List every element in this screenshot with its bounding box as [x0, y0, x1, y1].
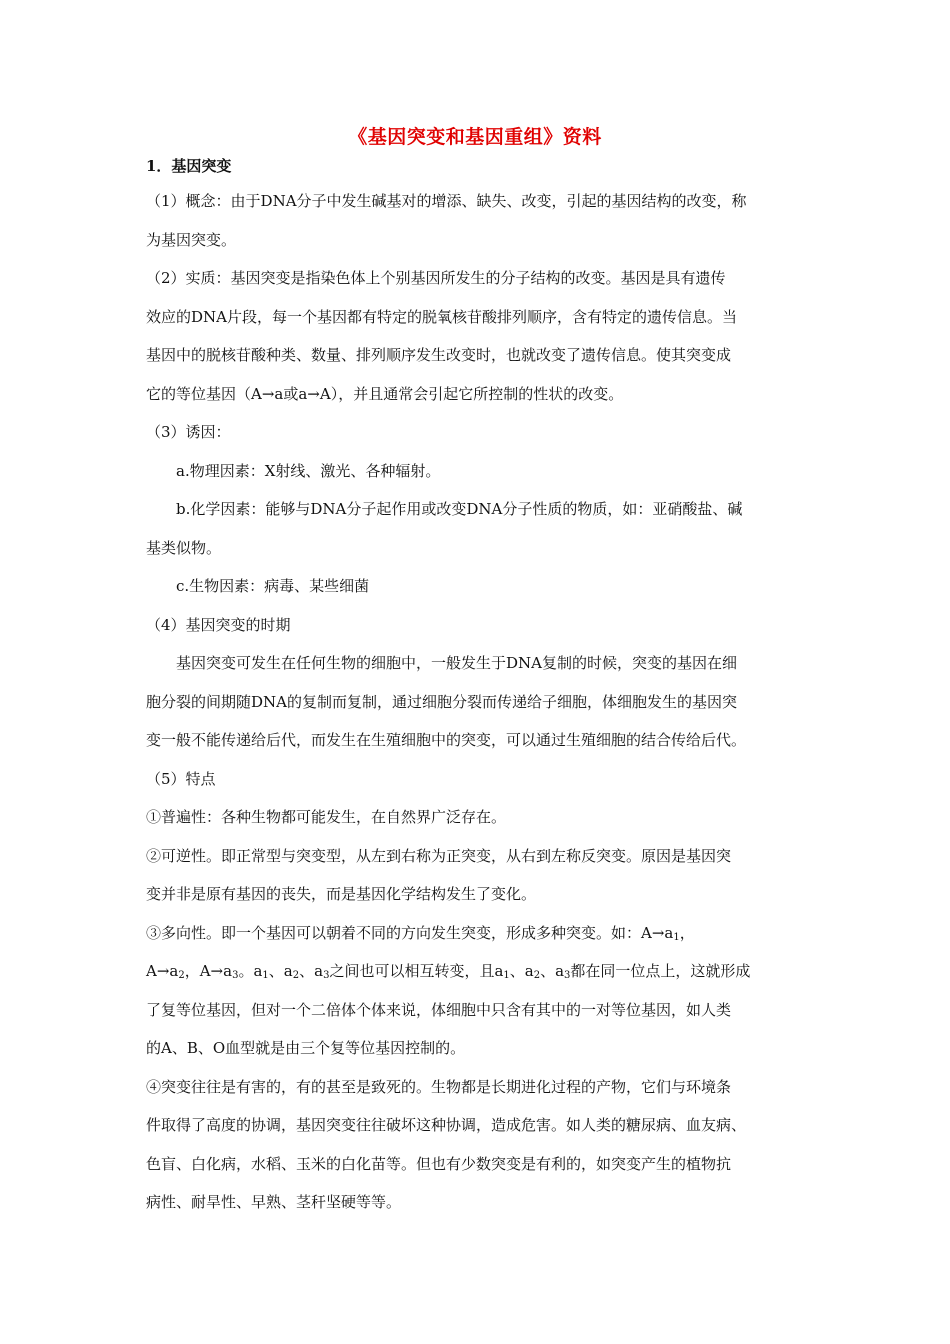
paragraph-line: 色盲、白化病，水稻、玉米的白化苗等。但也有少数突变是有利的，如突变产生的植物抗 [146, 1154, 732, 1173]
subscript: 2 [178, 970, 185, 981]
subscript: 1 [503, 970, 510, 981]
text-run: 都在同一位点上，这就形成 [570, 962, 751, 980]
subscript: 1 [262, 970, 269, 981]
paragraph-line: 变并非是原有基因的丧失，而是基因化学结构发生了变化。 [146, 885, 537, 903]
subscript: 2 [533, 970, 541, 981]
list-item-physical-factors: a.物理因素：X射线、激光、各种辐射。 [176, 461, 441, 480]
paragraph-line: （2）实质：基因突变是指染色体上个别基因所发生的分子结构的改变。基因是具有遗传 [146, 269, 726, 287]
list-item-multidirectional [146, 914, 810, 953]
paragraph-line [146, 952, 810, 991]
text-run: ③多向性。即一个基因可以朝着不同的方向发生突变，形成多种突变。如：A→a [146, 923, 674, 942]
text-run: 之间也可以相互转变，且a [329, 962, 504, 980]
text-run: 、a [509, 962, 534, 980]
paragraph-line: 基因突变可发生在任何生物的细胞中，一般发生于DNA复制的时候，突变的基因在细 [176, 654, 737, 672]
paragraph-line: （5）特点 [146, 769, 216, 788]
list-item-harmfulness: ④突变往往是有害的，有的甚至是致死的。生物都是长期进化过程的产物，它们与环境条 [146, 1077, 732, 1096]
subscript: 2 [292, 970, 300, 981]
text-run: ，A→a [184, 962, 233, 980]
paragraph-line: 变一般不能传递给后代，而发生在生殖细胞中的突变，可以通过生殖细胞的结合传给后代。 [146, 731, 747, 749]
text-run: 、a [299, 962, 324, 980]
paragraph-line: 病性、耐旱性、早熟、茎秆坚硬等等。 [146, 1193, 402, 1211]
paragraph-line: 胞分裂的间期随DNA的复制而复制，通过细胞分裂而传递给子细胞，体细胞发生的基因突 [146, 692, 737, 711]
text-run: 、a [540, 962, 565, 980]
document-title: 《基因突变和基因重组》资料 [348, 126, 602, 148]
text-run: 、a [268, 962, 293, 980]
text-run: 。a [238, 962, 263, 980]
paragraph-line: （1）概念：由于DNA分子中发生碱基对的增添、缺失、改变，引起的基因结构的改变，称 [146, 192, 747, 210]
paragraph-line: 件取得了高度的协调，基因突变往往破坏这种协调，造成危害。如人类的糖尿病、血友病、 [146, 1116, 747, 1134]
paragraph-line: 的A、B、O血型就是由三个复等位基因控制的。 [146, 1039, 466, 1057]
paragraph-line: 它的等位基因（A→a或a→A），并且通常会引起它所控制的性状的改变。 [146, 384, 624, 403]
list-item-universality: ①普遍性：各种生物都可能发生，在自然界广泛存在。 [146, 808, 507, 826]
list-item-biological-factors: c.生物因素：病毒、某些细菌 [176, 577, 370, 595]
subscript: 1 [673, 931, 680, 943]
paragraph-line: 效应的DNA片段，每一个基因都有特定的脱氧核苷酸排列顺序，含有特定的遗传信息。当 [146, 307, 737, 326]
text-run: A→a [146, 962, 179, 980]
paragraph-line: 基类似物。 [146, 538, 222, 557]
subscript: 3 [232, 970, 239, 981]
paragraph-line: 为基因突变。 [146, 230, 237, 249]
text-run: ， [679, 923, 695, 942]
paragraph-line: 了复等位基因，但对一个二倍体个体来说，体细胞中只含有其中的一对等位基因，如人类 [146, 1000, 732, 1019]
list-item-chemical-factors: b.化学因素：能够与DNA分子起作用或改变DNA分子性质的物质，如：亚硝酸盐、碱 [176, 500, 743, 518]
list-item-reversibility: ②可逆性。即正常型与突变型，从左到右称为正突变，从右到左称反突变。原因是基因突 [146, 846, 732, 865]
paragraph-line: （4）基因突变的时期 [146, 615, 291, 634]
subscript: 3 [323, 970, 330, 981]
subscript: 3 [564, 970, 571, 981]
section-heading-gene-mutation: 1．基因突变 [146, 157, 232, 175]
document-body [146, 182, 810, 1222]
paragraph-line: 基因中的脱核苷酸种类、数量、排列顺序发生改变时，也就改变了遗传信息。使其突变成 [146, 346, 732, 364]
paragraph-line: （3）诱因： [146, 423, 231, 441]
